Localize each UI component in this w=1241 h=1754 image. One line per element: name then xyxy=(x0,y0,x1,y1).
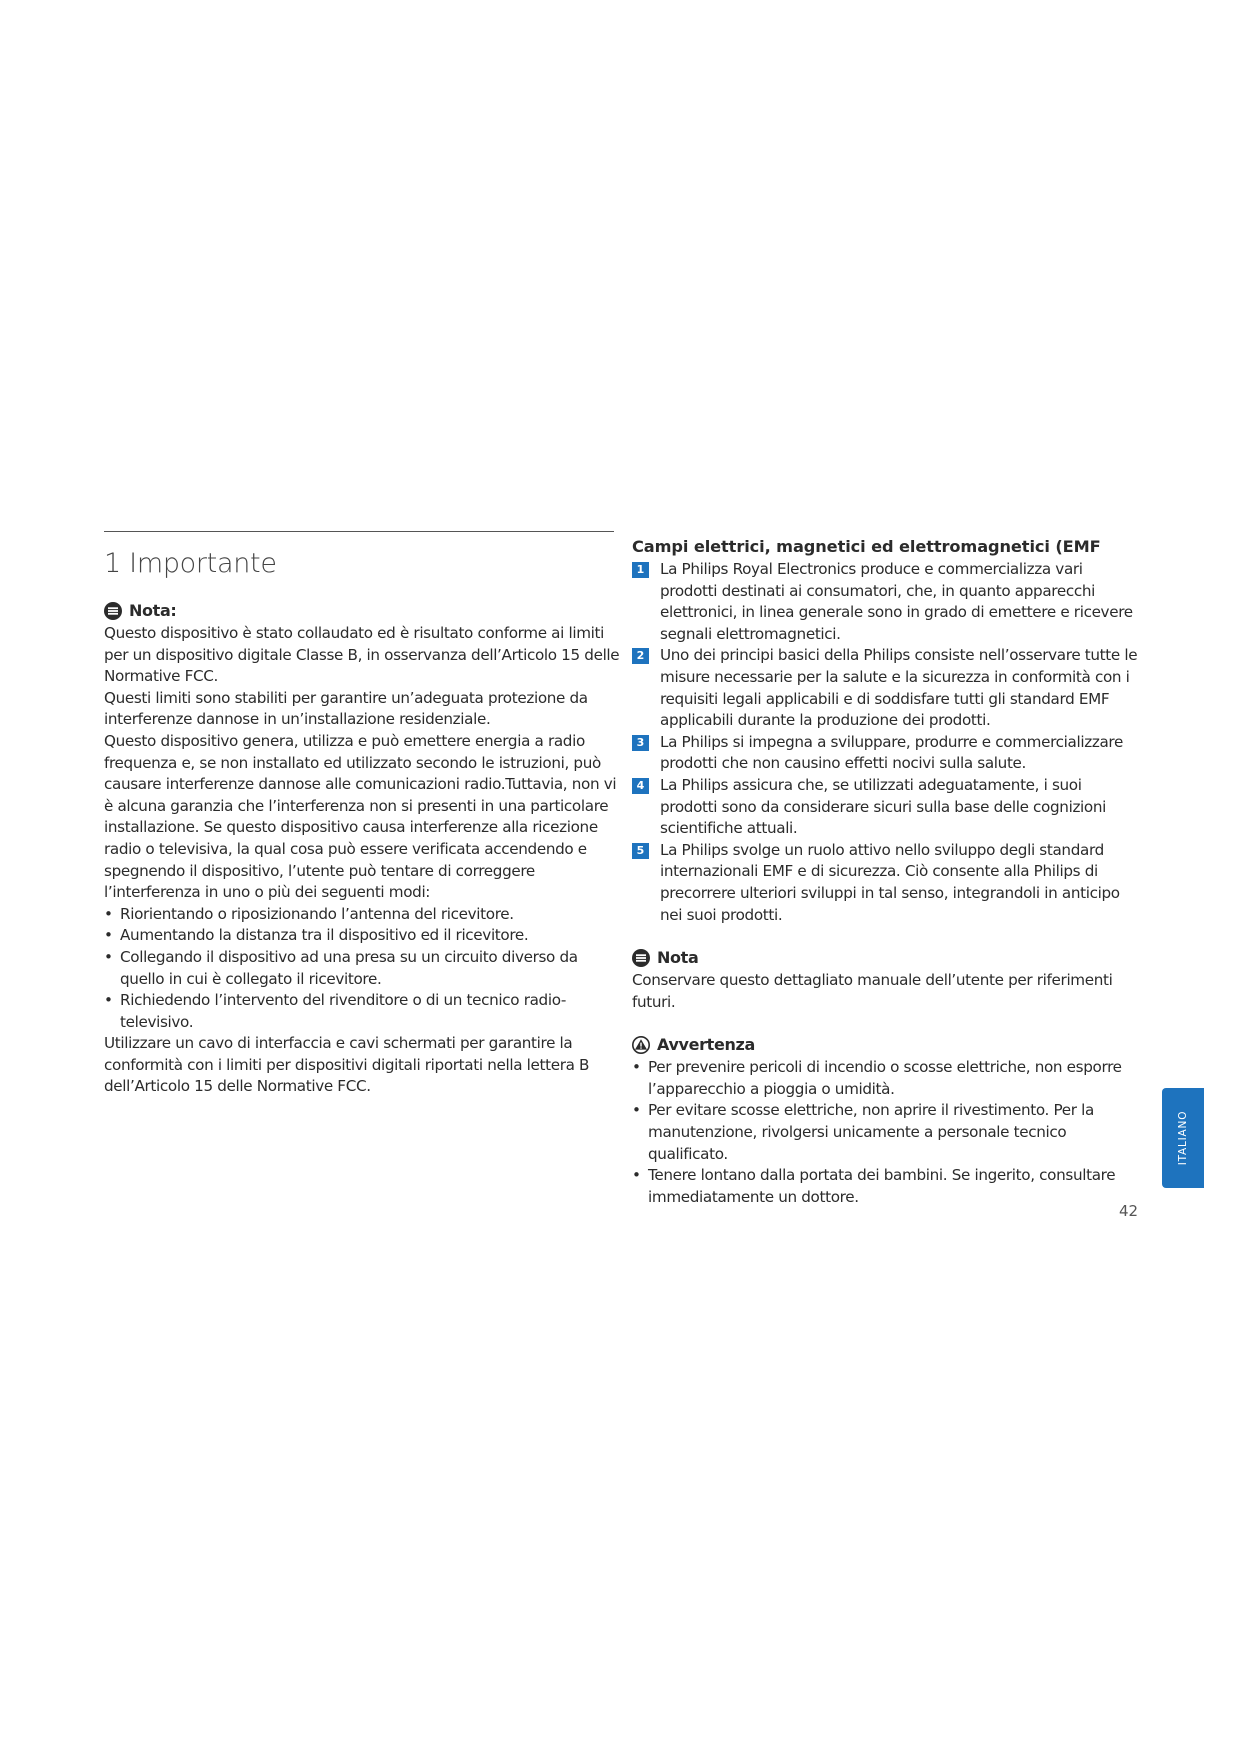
note-heading-label: Nota: xyxy=(129,601,177,621)
warning-heading xyxy=(632,1033,1142,1057)
warning-list xyxy=(632,1057,1142,1208)
chapter-title: 1 Importante xyxy=(104,548,277,579)
list-item: • Tenere lontano dalla portata dei bambini. Se ingerito, consultare immediatamente un dottore. xyxy=(632,1165,1142,1208)
note-icon xyxy=(104,602,122,620)
left-column xyxy=(104,599,624,1098)
note-paragraph: Questo dispositivo genera, utilizza e può emettere energia a radio frequenza e, se non installato ed utilizzato secondo le istruzioni, può causare interferenze dannose alle comunicazioni radio.Tuttavia, non vi è alcuna garanzia che l’interferenza non si presenti in una particolare installazione. Se questo dispositivo causa interferenze alla ricezione radio o televisiva, la qual cosa può essere verificata accendendo e spegnendo il dispositivo, l’utente può tentare di correggere l’interferenza in uno o più dei seguenti modi: xyxy=(104,731,617,902)
emf-item-text: La Philips assicura che, se utilizzati adeguatamente, i suoi prodotti sono da considerare sicuri sulla base delle cognizioni scientifiche attuali. xyxy=(660,775,1107,838)
emf-list-item xyxy=(632,559,1142,645)
emf-list-item xyxy=(632,732,1142,775)
note-icon xyxy=(632,949,650,967)
list-item: • Aumentando la distanza tra il dispositivo ed il ricevitore. xyxy=(104,925,624,947)
number-badge: 3 xyxy=(632,735,649,751)
emf-section-title: Campi elettrici, magnetici ed elettromagnetici (EMF xyxy=(632,537,1101,556)
list-item: • Richiedendo l’intervento del rivenditore o di un tecnico radio-televisivo. xyxy=(104,990,624,1033)
note-heading-label: Nota xyxy=(657,948,699,968)
note-paragraph: Questo dispositivo è stato collaudato ed è risultato conforme ai limiti per un dispositivo digitale Classe B, in osservanza dell’Articolo 15 delle Normative FCC. xyxy=(104,624,620,686)
note-text: Conservare questo dettagliato manuale dell’utente per riferimenti futuri. xyxy=(632,971,1113,1011)
number-badge: 4 xyxy=(632,778,649,794)
note-closing: Utilizzare un cavo di interfaccia e cavi schermati per garantire la conformità con i limiti per dispositivi digitali riportati nella lettera B dell’Articolo 15 delle Normative FCC. xyxy=(104,1034,590,1096)
note-paragraph: Questi limiti sono stabiliti per garantire un’adeguata protezione da interferenze dannose in un’installazione residenziale. xyxy=(104,688,588,729)
warning-heading-label: Avvertenza xyxy=(657,1035,755,1055)
number-badge: 5 xyxy=(632,843,649,859)
section-rule xyxy=(104,531,614,532)
interference-remedy-list xyxy=(104,904,624,1034)
emf-list-item xyxy=(632,645,1142,731)
emf-item-text: La Philips svolge un ruolo attivo nello sviluppo degli standard internazionali EMF e di sicurezza. Ciò consente alla Philips di precorrere ulteriori sviluppi in tal senso, integrandoli in anticipo nei suoi prodotti. xyxy=(660,840,1120,924)
emf-item-text: La Philips Royal Electronics produce e commercializza vari prodotti destinati ai consumatori, che, in quanto apparecchi elettronici, in linea generale sono in grado di emettere e ricevere segnali elettromagnetici. xyxy=(660,560,1133,643)
note-heading xyxy=(104,599,624,623)
emf-item-text: Uno dei principi basici della Philips consiste nell’osservare tutte le misure necessarie per la salute e la sicurezza in conformità con i requisiti legali applicabili e di soddisfare tutti gli standard EMF applicabili durante la produzione dei prodotti. xyxy=(660,646,1138,730)
right-column xyxy=(632,535,1142,1208)
note-heading xyxy=(632,946,1142,970)
language-tab xyxy=(1162,1088,1204,1188)
emf-list xyxy=(632,559,1142,926)
emf-item-text: La Philips si impegna a sviluppare, produrre e commercializzare prodotti che non causino effetti nocivi sulla salute. xyxy=(660,732,1123,773)
number-badge: 1 xyxy=(632,562,649,578)
list-item: • Collegando il dispositivo ad una presa su un circuito diverso da quello in cui è collegato il ricevitore. xyxy=(104,947,624,990)
warning-icon xyxy=(632,1036,650,1054)
list-item: • Per prevenire pericoli di incendio o scosse elettriche, non esporre l’apparecchio a pioggia o umidità. xyxy=(632,1057,1142,1100)
list-item: • Per evitare scosse elettriche, non aprire il rivestimento. Per la manutenzione, rivolgersi unicamente a personale tecnico qualificato. xyxy=(632,1100,1142,1165)
spacer xyxy=(632,926,1142,946)
emf-list-item xyxy=(632,840,1142,926)
list-item: • Riorientando o riposizionando l’antenna del ricevitore. xyxy=(104,904,624,926)
page-number: 42 xyxy=(1119,1202,1139,1220)
emf-list-item xyxy=(632,775,1142,840)
language-tab-label: ITALIANO xyxy=(1177,1110,1189,1166)
spacer xyxy=(632,1013,1142,1033)
number-badge: 2 xyxy=(632,648,649,664)
